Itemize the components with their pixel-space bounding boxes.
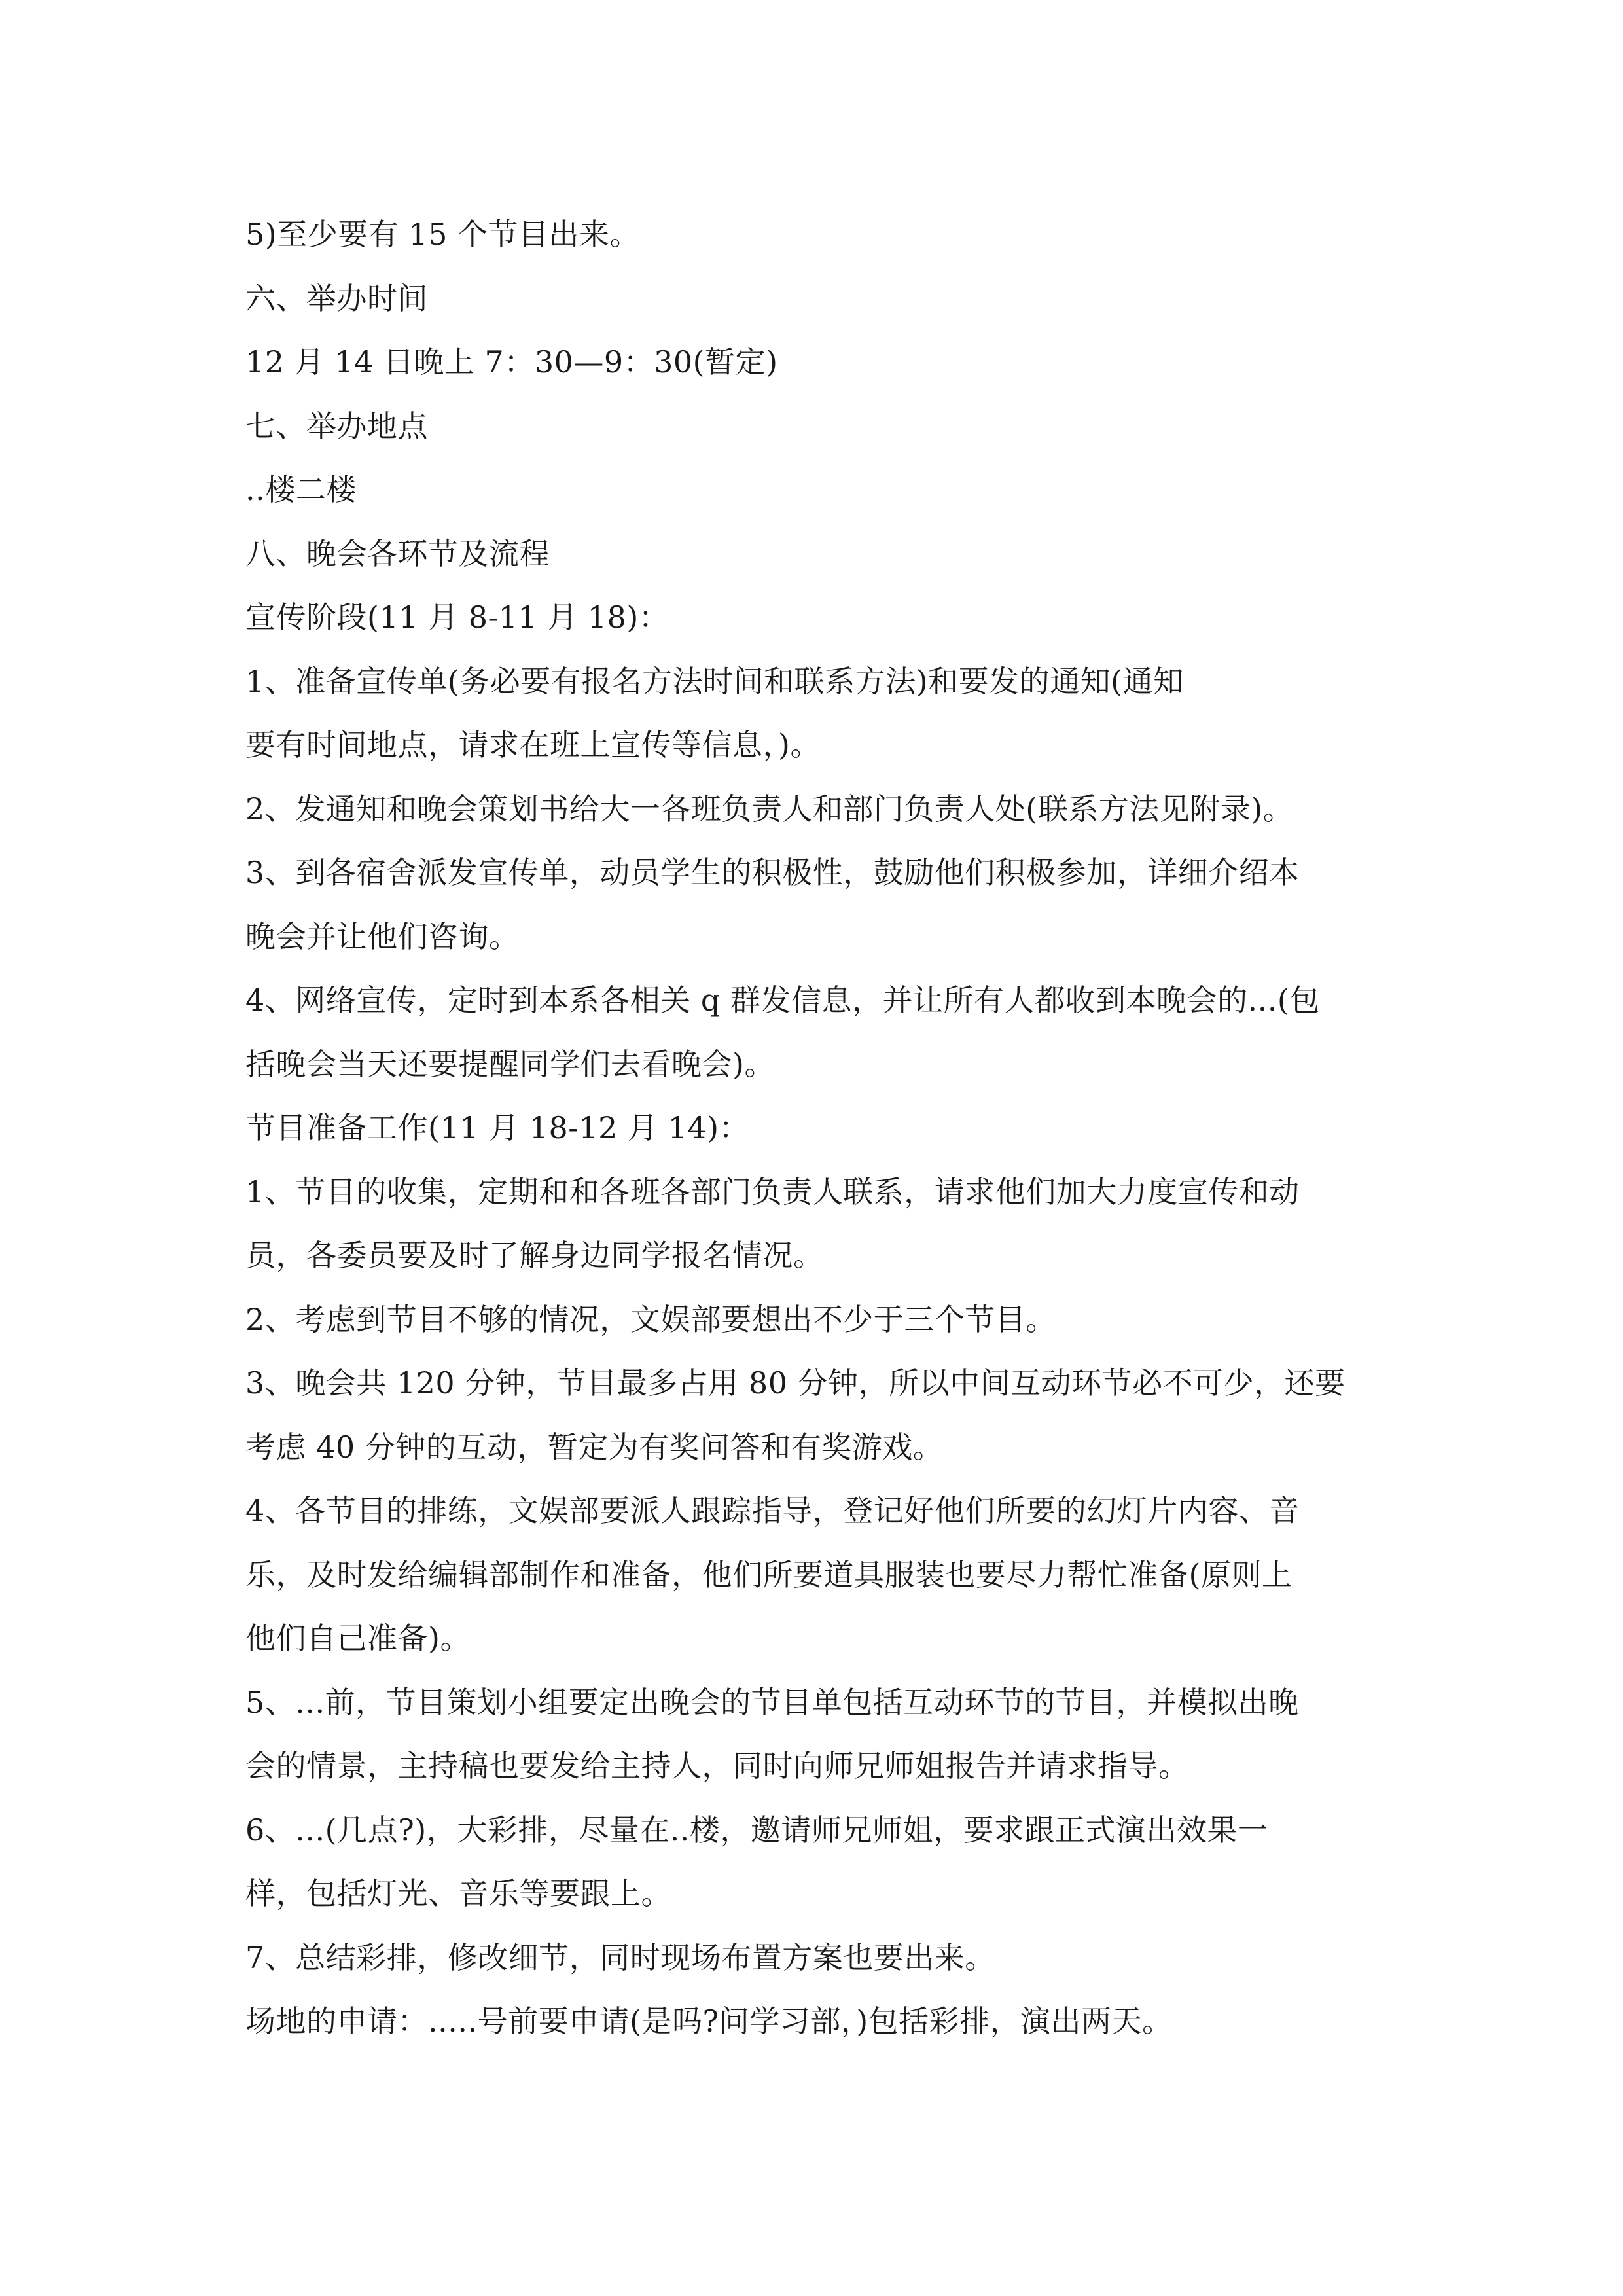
text-line: 4、各节目的排练，文娱部要派人跟踪指导，登记好他们所要的幻灯片内容、音 [245,1493,1300,1528]
text-line: 2、考虑到节目不够的情况，文娱部要想出不少于三个节目。 [245,1301,1056,1337]
text-line: 要有时间地点，请求在班上宣传等信息，)。 [245,727,821,762]
document-body [245,203,1387,2054]
text-line: 12 月 14 日晚上 7：30—9：30(暂定) [245,344,778,380]
text-line: 乐，及时发给编辑部制作和准备，他们所要道具服装也要尽力帮忙准备(原则上 [245,1556,1293,1592]
text-line: 4、网络宣传，定时到本系各相关 q 群发信息，并让所有人都收到本晚会的...(包 [245,982,1320,1018]
text-line: 6、...(几点?)，大彩排，尽量在..楼，邀请师兄师姐，要求跟正式演出效果一 [245,1812,1268,1848]
section-heading: 六、举办时间 [245,280,428,316]
text-line: 他们自己准备)。 [245,1621,471,1656]
section-heading: 八、晚会各环节及流程 [245,535,550,571]
text-line: 3、晚会共 120 分钟，节目最多占用 80 分钟，所以中间互动环节必不可少，还要 [245,1365,1346,1401]
text-line: 括晚会当天还要提醒同学们去看晚会)。 [245,1046,775,1082]
text-line: 场地的申请：.....号前要申请(是吗?问学习部，)包括彩排，演出两天。 [245,2003,1173,2039]
text-line: 考虑 40 分钟的互动，暂定为有奖问答和有奖游戏。 [245,1429,944,1465]
section-heading: 七、举办地点 [245,408,428,444]
text-line: 7、总结彩排，修改细节，同时现场布置方案也要出来。 [245,1939,995,1975]
subsection-heading: 宣传阶段(11 月 8-11 月 18)： [245,600,669,635]
text-line: 样，包括灯光、音乐等要跟上。 [245,1876,671,1911]
text-line: 会的情景，主持稿也要发给主持人，同时向师兄师姐报告并请求指导。 [245,1748,1189,1784]
text-line: 员，各委员要及时了解身边同学报名情况。 [245,1238,824,1273]
text-line: 晚会并让他们咨询。 [245,918,520,954]
text-line: 1、准备宣传单(务必要有报名方法时间和联系方法)和要发的通知(通知 [245,663,1184,699]
text-line: 3、到各宿舍派发宣传单，动员学生的积极性，鼓励他们积极参加，详细介绍本 [245,855,1300,890]
text-line: 5、...前，节目策划小组要定出晚会的节目单包括互动环节的节目，并模拟出晚 [245,1684,1299,1720]
text-line: 2、发通知和晚会策划书给大一各班负责人和部门负责人处(联系方法见附录)。 [245,791,1294,827]
text-line: ..楼二楼 [245,472,357,507]
text-line: 1、节目的收集，定期和和各班各部门负责人联系，请求他们加大力度宣传和动 [245,1174,1300,1210]
subsection-heading: 节目准备工作(11 月 18-12 月 14)： [245,1110,750,1145]
text-line: 5)至少要有 15 个节目出来。 [245,217,640,252]
